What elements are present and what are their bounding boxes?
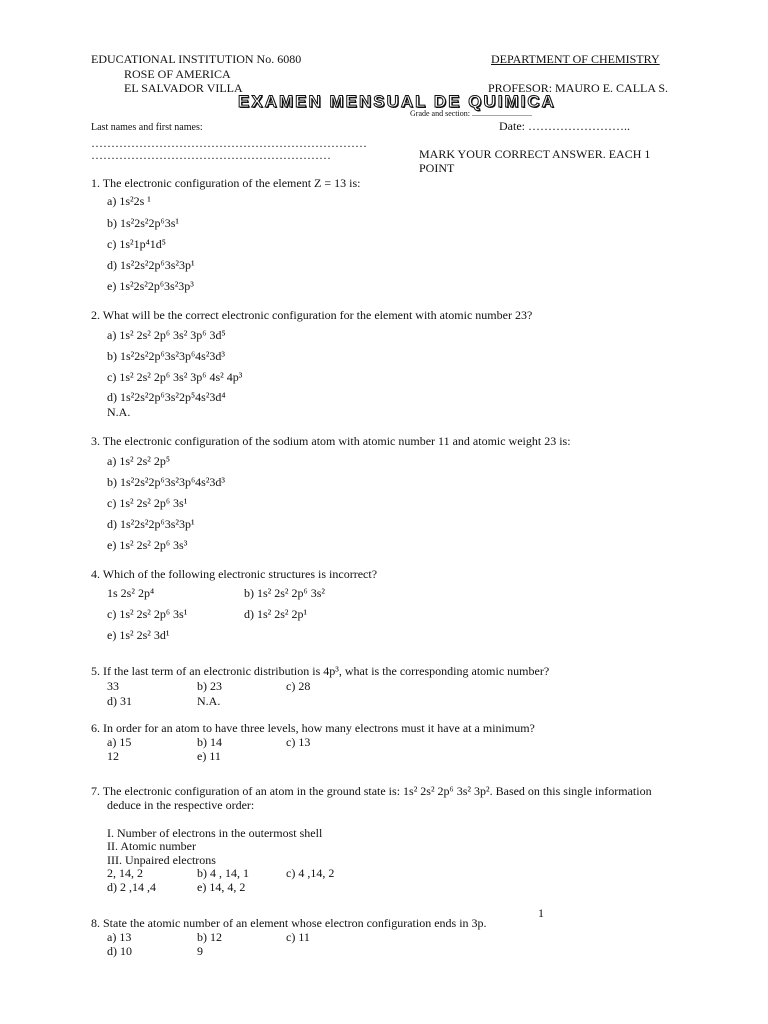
district-name: EL SALVADOR VILLA bbox=[124, 81, 243, 95]
q6-option-c[interactable]: c) 13 bbox=[286, 735, 311, 749]
question-3-text: 3. The electronic configuration of the sodium atom with atomic number 11 and atomic weight 23 is: bbox=[91, 434, 571, 448]
q4-option-c[interactable]: c) 1s² 2s² 2p⁶ 3s¹ bbox=[107, 607, 188, 621]
q3-option-e[interactable]: e) 1s² 2s² 2p⁶ 3s³ bbox=[107, 538, 188, 552]
grade-section-field[interactable]: Grade and section: .............................. bbox=[410, 109, 532, 118]
names-line-2[interactable]: …………………………………………………… bbox=[91, 148, 331, 162]
question-1-text: 1. The electronic configuration of the element Z = 13 is: bbox=[91, 176, 361, 190]
q7-option-e[interactable]: e) 14, 4, 2 bbox=[197, 880, 246, 894]
q8-option-e[interactable]: 9 bbox=[197, 944, 203, 958]
q2-option-c[interactable]: c) 1s² 2s² 2p⁶ 3s² 3p⁶ 4s² 4p³ bbox=[107, 370, 243, 384]
q6-option-e[interactable]: e) 11 bbox=[197, 749, 221, 763]
q3-option-d[interactable]: d) 1s²2s²2p⁶3s²3p¹ bbox=[107, 517, 195, 531]
q3-option-b[interactable]: b) 1s²2s²2p⁶3s²3p⁶4s²3d³ bbox=[107, 475, 226, 489]
q1-option-e[interactable]: e) 1s²2s²2p⁶3s²3p³ bbox=[107, 279, 194, 293]
q8-superscript: 1 bbox=[538, 906, 544, 920]
date-field[interactable]: Date: …………………….. bbox=[499, 119, 630, 133]
q5-option-a[interactable]: 33 bbox=[107, 679, 119, 693]
q6-option-d[interactable]: 12 bbox=[107, 749, 119, 763]
q4-option-e[interactable]: e) 1s² 2s² 3d¹ bbox=[107, 628, 170, 642]
q2-option-b[interactable]: b) 1s²2s²2p⁶3s²3p⁶4s²3d³ bbox=[107, 349, 226, 363]
question-8-text: 8. State the atomic number of an element whose electron configuration ends in 3p. bbox=[91, 916, 487, 930]
question-6-text: 6. In order for an atom to have three levels, how many electrons must it have at a minimum? bbox=[91, 721, 535, 735]
question-7-text: 7. The electronic configuration of an atom in the ground state is: 1s² 2s² 2p⁶ 3s² 3p². Based on this single information bbox=[91, 784, 652, 798]
q4-option-d[interactable]: d) 1s² 2s² 2p¹ bbox=[244, 607, 308, 621]
instruction-line-1: MARK YOUR CORRECT ANSWER. EACH 1 bbox=[419, 147, 651, 161]
q4-option-b[interactable]: b) 1s² 2s² 2p⁶ 3s² bbox=[244, 586, 325, 600]
q3-option-c[interactable]: c) 1s² 2s² 2p⁶ 3s¹ bbox=[107, 496, 188, 510]
q8-option-c[interactable]: c) 11 bbox=[286, 930, 310, 944]
q7-option-a[interactable]: 2, 14, 2 bbox=[107, 866, 143, 880]
q2-option-a[interactable]: a) 1s² 2s² 2p⁶ 3s² 3p⁶ 3d⁵ bbox=[107, 328, 226, 342]
q1-option-d[interactable]: d) 1s²2s²2p⁶3s²3p¹ bbox=[107, 258, 195, 272]
q8-option-d[interactable]: d) 10 bbox=[107, 944, 132, 958]
school-name: ROSE OF AMERICA bbox=[124, 67, 231, 81]
institution-name: EDUCATIONAL INSTITUTION No. 6080 bbox=[91, 52, 302, 66]
q1-option-a[interactable]: a) 1s²2s ¹ bbox=[107, 194, 151, 208]
q7-item-ii: II. Atomic number bbox=[107, 839, 196, 853]
department-name: DEPARTMENT OF CHEMISTRY bbox=[491, 52, 660, 66]
professor-name: PROFESOR: MAURO E. CALLA S. bbox=[488, 81, 669, 95]
q7-option-b[interactable]: b) 4 , 14, 1 bbox=[197, 866, 249, 880]
names-line-1[interactable]: …………………………………………………………… bbox=[91, 136, 367, 150]
q1-option-b[interactable]: b) 1s²2s²2p⁶3s¹ bbox=[107, 216, 179, 230]
question-4-text: 4. Which of the following electronic structures is incorrect? bbox=[91, 567, 378, 581]
q7-option-d[interactable]: d) 2 ,14 ,4 bbox=[107, 880, 156, 894]
q8-option-a[interactable]: a) 13 bbox=[107, 930, 132, 944]
names-label: Last names and first names: bbox=[91, 122, 203, 133]
q4-option-a[interactable]: 1s 2s² 2p⁴ bbox=[107, 586, 155, 600]
q2-option-d[interactable]: d) 1s²2s²2p⁶3s²2p⁵4s²3d⁴ bbox=[107, 390, 226, 404]
question-5-text: 5. If the last term of an electronic distribution is 4p³, what is the corresponding atomic number? bbox=[91, 664, 550, 678]
q5-option-b[interactable]: b) 23 bbox=[197, 679, 222, 693]
q5-option-d[interactable]: d) 31 bbox=[107, 694, 132, 708]
q6-option-b[interactable]: b) 14 bbox=[197, 735, 222, 749]
q8-option-b[interactable]: b) 12 bbox=[197, 930, 222, 944]
q5-option-c[interactable]: c) 28 bbox=[286, 679, 311, 693]
question-7-text-2: deduce in the respective order: bbox=[107, 798, 255, 812]
instruction-line-2: POINT bbox=[419, 161, 455, 175]
q7-option-c[interactable]: c) 4 ,14, 2 bbox=[286, 866, 335, 880]
q3-option-a[interactable]: a) 1s² 2s² 2p⁵ bbox=[107, 454, 171, 468]
q5-option-e[interactable]: N.A. bbox=[197, 694, 221, 708]
q1-option-c[interactable]: c) 1s²1p⁴1d⁵ bbox=[107, 237, 166, 251]
question-2-text: 2. What will be the correct electronic configuration for the element with atomic number 23? bbox=[91, 308, 533, 322]
q6-option-a[interactable]: a) 15 bbox=[107, 735, 132, 749]
exam-title: EXAMEN MENSUAL DE QUIMICA bbox=[238, 92, 556, 111]
q2-option-e[interactable]: N.A. bbox=[107, 405, 131, 419]
q7-item-iii: III. Unpaired electrons bbox=[107, 853, 216, 867]
q7-item-i: I. Number of electrons in the outermost shell bbox=[107, 826, 323, 840]
